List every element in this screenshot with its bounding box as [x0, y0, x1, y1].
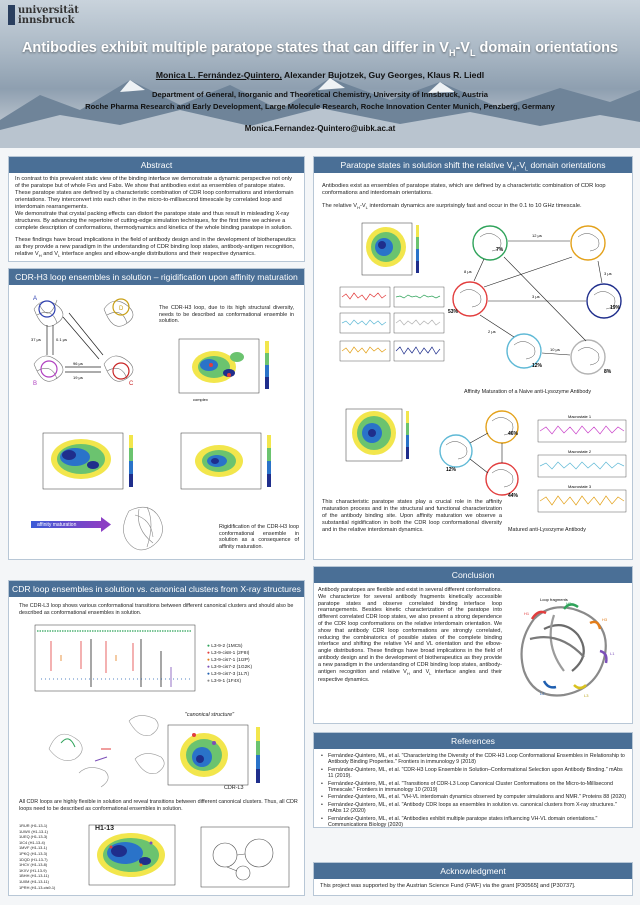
legend-item: ● L3-9-2 (1MC5) — [207, 644, 243, 649]
logo-line2: innsbruck — [18, 15, 75, 26]
conclusion-text: Antibody paratopes are flexible and exist in several different conformations. We characterize for several antibody fragments kinetically accessible paratope states and observe correlated binding interface loop rearrangements. Besides kinetic characterization of the paratope into different correlated CDR loop states, we also present a strong dependence of the CDR loop conformations on the relative interdomain orientation. We show that antibody CDR loop conformations are strongly correlated, reducing the combinatorics of possible states of the complete binding interface and shifting the relative VH and VL orientation and the elbow-angle distributions. These findings have broad implications in the field of antibody design and in the development of biotherapeutics as they provide a new paradigm in the understanding of CDR binding loop states, antibody-antigen recognition and relative $V_H$ and $V_L$ interface angles and their respective dynamics. — [318, 587, 503, 684]
fv-structure-figure — [504, 589, 630, 715]
state-circle-c — [113, 363, 129, 379]
vhvl-caption-3: This characteristic paratope states play a crucial role in the affinity maturation process and in the structural and functional characterization of the antibody binding site. Upon affinity maturation we observe a substantial rigidification in both the CDR loop conformational diversity and in the relative interdomain dynamics. — [322, 499, 502, 533]
reference-item: • Fernández-Quintero, ML, et al. "Antibody CDR loops as ensembles in solution vs. canonical clusters from X-ray structures." mAbs 12 (2020) — [320, 802, 626, 815]
naive-pop-5: 8% — [604, 369, 612, 375]
rate-2: 8 μs — [464, 269, 472, 274]
legend-item: ● L3-9-cis8-1 (2F8I) — [207, 651, 250, 656]
cdrl3-title: CDR loop ensembles in solution vs. canonical clusters from X-ray structures — [9, 581, 304, 597]
affiliations — [0, 89, 640, 113]
cdrl3-caption-2: All CDR loops are highly flexible in solution and reveal transitions between different canonical clusters. Thus, all CDR loops need to be described as conformational ensembles in solution. — [19, 799, 298, 812]
first-author: Monica L. Fernández-Quintero, — [155, 70, 282, 80]
h1-entry: 1MVF (H1-13-1) — [19, 845, 48, 851]
abstract-text: In contrast to this prevalent static view of the binding interface we demonstrate a dynamic perspective not only of the paratope but of whole Fvs and Fabs. We show that antibodies exist as ensembles of paratope states. These paratope states are defined by a characteristic combination of CDR loop conformations and interdomain orientations. They interconvert into each other in the micro-to-millisecond timescale by correlated loop and interdomain rearrangements. We demonstrate that crystal packing effects can distort the paratope state and thus result in misleading X-ray structures. By advancing the repertoire of cutting-edge simulation techniques, for the first time we achieve a complete description of conformations, thermodynamics and kinetics of the whole binding paratope in solution. These findings have broad implications in the field of antibody design and in the development of biotherapeutics as they provide a new paradigm in the understanding of CDR binding loop states, antibody-antigen recognition, relative $V_H$ and $V_L$ interface angles and elbow-angle distributions and their respective dynamics. — [15, 176, 296, 259]
naive-caption: Affinity Maturation of a Naive anti-Lysozyme Antibody — [464, 389, 592, 395]
matured-caption: Matured anti-Lysozyme Antibody — [508, 527, 587, 533]
abstract-panel — [8, 156, 305, 262]
h1-entry: 1HCV (H1-13-8) — [19, 862, 48, 868]
complex-label: complex — [193, 397, 208, 402]
matured-traces — [534, 413, 630, 525]
conclusion-title: Conclusion — [314, 567, 632, 583]
legend-marker: ● — [207, 644, 210, 649]
logo-mark — [8, 5, 15, 25]
rate-label-4: 19 μs — [73, 375, 83, 380]
rate-4: 2 μs — [488, 329, 496, 334]
matured-pop-3: 44% — [508, 493, 519, 499]
reference-item: • Fernández-Quintero, ML, et al. "Antibodies exhibit multiple paratope states influencing VH-VL domain orientations." Communications Biology (2020) — [320, 816, 626, 829]
rate-6: 3 μs — [604, 271, 612, 276]
rate-label-2: 0.1 μs — [56, 337, 67, 342]
h1-entry: 1DQD (H1-13-7) — [19, 856, 48, 862]
matured-tica-map — [338, 407, 428, 469]
cdrh3-panel — [8, 268, 305, 560]
matured-kinetic-network — [436, 407, 528, 499]
vhvl-title: Paratope states in solution shift the relative $V_H-V_L$ domain orientations — [314, 157, 632, 173]
naive-tica-map — [354, 221, 434, 283]
legend-marker: ● — [207, 651, 210, 656]
abstract-title: Abstract — [9, 157, 304, 173]
naive-pop-2: 53% — [448, 309, 459, 315]
cdrh3-caption-2: Rigidification of the CDR-H3 loop conformational ensemble in solution as a consequence of affinity maturation. — [219, 524, 299, 550]
l3-legend — [207, 643, 297, 685]
macrostate-2-label: Macrostate 2 — [568, 449, 592, 454]
loop-label-h1: H1 — [524, 611, 530, 616]
matured-pop-1: 46% — [508, 431, 519, 437]
affinity-maturation-label: affinity maturation — [37, 522, 77, 528]
h1-entry: 1BHH (H1-13-11) — [19, 873, 49, 879]
h1-structure-list — [19, 823, 79, 890]
colorbar — [265, 341, 269, 389]
legend-item: ● L3-9-cis7-1 (1I2P) — [207, 658, 250, 663]
reference-item: • Fernández-Quintero, ML, et al. "CDR-H3 Loop Ensemble in Solution–Conformational Selection upon Antibody Binding." mAbs 11 (2019). — [320, 767, 626, 780]
h1-map-label: H1-13 — [95, 825, 115, 832]
state-circle-a — [39, 301, 55, 317]
legend-marker: ● — [207, 672, 210, 677]
h3-naive-map — [31, 429, 151, 499]
legend-marker: ● — [207, 679, 210, 684]
cdrh3-title: CDR-H3 loop ensembles in solution – rigidification upon affinity maturation — [9, 269, 304, 285]
cdr-l3-map-label: CDR-L3 — [224, 785, 244, 791]
affiliation-1: Department of General, Inorganic and Theoretical Chemistry, University of Innsbruck, Austria — [152, 90, 488, 99]
state-label-d: D — [119, 306, 124, 312]
naive-pop-4: 12% — [532, 363, 543, 369]
loop-label-l1: L1 — [610, 651, 615, 656]
vhvl-intro: Antibodies exist as ensembles of paratope states, which are defined by a characteristic combination of CDR loop conformations and interdomain orientations. The relative $V_H-V_L$ interdomain dynamics are surprisingly fast and occur in the 0.1 to 10 GHz timescale. — [322, 183, 606, 211]
cdrl3-panel — [8, 580, 305, 896]
ack-title: Acknowledgment — [314, 863, 632, 879]
cdrl3-caption-1: The CDR-L3 loop shows various conformational transitions between different canonical clusters and should also be described as conformational ensembles in solution. — [19, 603, 294, 616]
protein-cartoon-a — [34, 300, 63, 326]
references-panel — [313, 732, 633, 828]
loop-label-l2: L2 — [540, 691, 545, 696]
legend-marker: ● — [207, 658, 210, 663]
logo-line1: universität — [18, 5, 79, 16]
rate-label-3: 96 μs — [73, 361, 83, 366]
rate-label-1: 37 μs — [31, 337, 41, 342]
h1-entry: 1UWX (H1-13-1) — [19, 828, 48, 834]
loop-label-h3: H3 — [602, 617, 608, 622]
cdrh3-caption-1: The CDR-H3 loop, due to its high structural diversity, needs to be described as conformational ensemble in solution. — [159, 305, 294, 325]
h1-entry: 1RUR (H1-13-1) — [19, 823, 48, 828]
reference-item: • Fernández-Quintero, ML, et al. "Characterizing the Diversity of the CDR-H3 Loop Conformational Ensembles in Relationship to Antibody Binding Properties." Frontiers in immunology 9 (2018) — [320, 753, 626, 766]
canonical-label: "canonical structure" — [185, 712, 235, 718]
naive-kinetic-network — [448, 221, 628, 389]
reference-item: • Fernández-Quintero, ML, et al. "VH-VL interdomain dynamics observed by computer simulations and NMR." Proteins 88 (2020) — [320, 794, 626, 800]
reference-item: • Fernández-Quintero, ML, et al. "Transitions of CDR-L3 Loop Canonical Cluster Conformations on the Micro-to-Millisecond Timescale." Frontiers in immunology 10 (2019) — [320, 781, 626, 794]
naive-pop-1: 7% — [496, 247, 504, 253]
university-logo — [8, 4, 86, 28]
legend-marker: ● — [207, 665, 210, 670]
h1-entry: 1KXV (H1-13-9) — [19, 867, 47, 873]
contact-email[interactable]: Monica.Fernandez-Quintero@uibk.ac.at — [244, 124, 396, 133]
loop-label-h2: H2 — [566, 601, 572, 606]
matured-pop-2: 12% — [446, 467, 457, 473]
h1-entry: 1U0M (H1-13-11) — [19, 878, 49, 884]
macrostate-3-label: Macrostate 3 — [568, 484, 592, 489]
affinity-maturation-figure — [29, 501, 209, 559]
state-label-b: B — [33, 381, 38, 387]
h3-network-figure — [29, 289, 149, 399]
references-title: References — [314, 733, 632, 749]
poster-title: Antibodies exhibit multiple paratope states that can differ in $V_H-V_L$ domain orientations — [21, 40, 619, 58]
legend-item: ● L3-9-cis7-2 (1G2K) — [207, 665, 253, 670]
h1-entry: 1PKQ (H1-13-3) — [19, 850, 48, 856]
state-label-a: A — [33, 296, 38, 302]
rate-3: 3 μs — [532, 294, 540, 299]
h1-kinetic-network — [197, 825, 293, 891]
h3-free-energy-map — [159, 335, 299, 405]
loop-label-l3: L3 — [584, 693, 589, 698]
rate-5: 10 μs — [550, 347, 560, 352]
vhvl-panel — [313, 156, 633, 560]
rate-1: 12 μs — [532, 233, 542, 238]
affiliation-2: Roche Pharma Research and Early Development, Large Molecule Research, Roche Innovation Center Munich, Penzberg, Germany — [85, 102, 555, 111]
ack-text: This project was supported by the Austrian Science Fund (FWF) via the grant [P30565] and [P30737]. — [320, 883, 576, 889]
ack-panel — [313, 862, 633, 896]
reference-list — [314, 749, 632, 833]
author-list: Monica L. Fernández-Quintero, Alexander Bujotzek, Guy Georges, Klaus R. Liedl — [155, 70, 485, 80]
h3-matured-map — [169, 429, 289, 499]
loop-fragments-label: Loop fragments — [540, 597, 568, 602]
h1-entry: 1UEQ (H1-13-3) — [19, 834, 48, 840]
naive-traces — [336, 285, 448, 389]
h1-entry: 1PRH (H1-13-cis9-1) — [19, 884, 56, 890]
macrostate-1-label: Macrostate 1 — [568, 414, 592, 419]
poster-header — [0, 0, 640, 148]
h1-entry: 1IC4 (H1-13-4) — [19, 839, 45, 845]
conclusion-panel — [313, 566, 633, 724]
legend-item: ● L3-9-cis7-3 (1L7I) — [207, 672, 250, 677]
l3-cluster-trajectory — [21, 621, 201, 701]
state-label-c: C — [129, 381, 134, 387]
legend-item: ● L3-9-1 (1F4X) — [207, 679, 242, 684]
naive-pop-3: 19% — [610, 305, 621, 311]
